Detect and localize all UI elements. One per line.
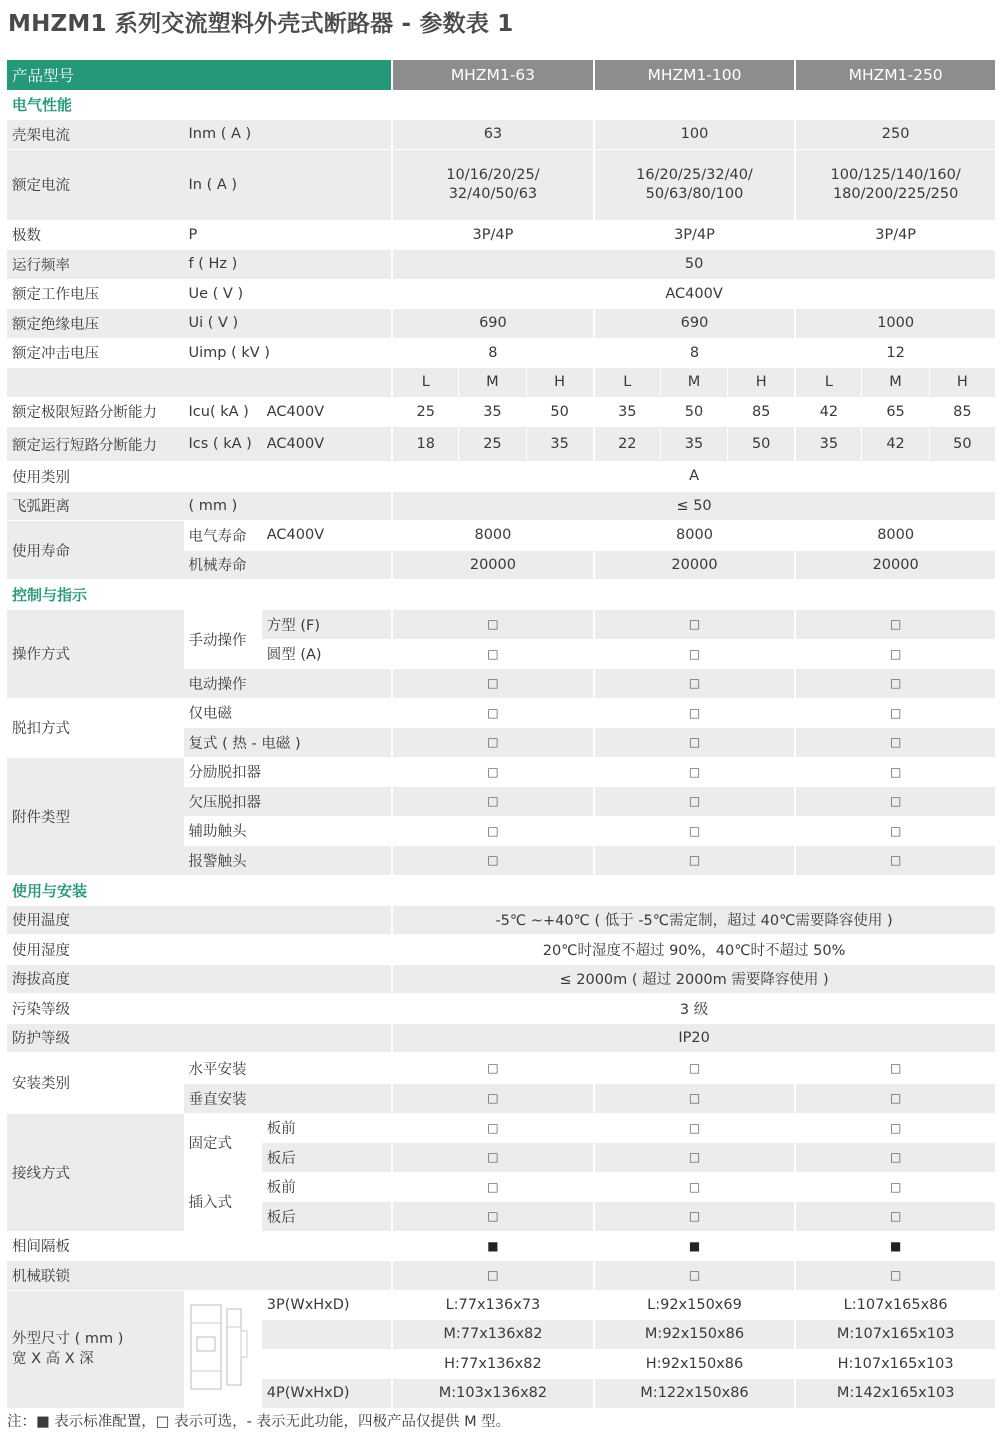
option-mark: □ <box>794 1202 995 1232</box>
header-model-100: MHZM1-100 <box>593 60 795 90</box>
standard-mark: ■ <box>391 1232 593 1262</box>
row-label: 操作方式 <box>7 610 184 699</box>
option-mark: □ <box>391 1053 593 1084</box>
row-cond: 3P(WxHxD) <box>262 1291 391 1321</box>
cell-value: 20000 <box>391 551 593 581</box>
row-cond: AC400V <box>262 398 391 428</box>
option-mark: □ <box>794 669 995 699</box>
cell-value: 16/20/25/32/40/ 50/63/80/100 <box>593 150 795 221</box>
cell-value: -5℃ ~+40℃ ( 低于 -5℃需定制，超过 40℃需要降容使用 ) <box>391 906 995 936</box>
table-row <box>7 427 995 462</box>
cell-value: A <box>391 462 995 492</box>
option-mark: □ <box>593 1202 795 1232</box>
row-label: 附件类型 <box>7 758 184 876</box>
cell-value: 50 <box>526 398 593 428</box>
row-label: 安装类别 <box>7 1053 184 1114</box>
header-model-250: MHZM1-250 <box>794 60 995 90</box>
table-row <box>7 250 995 280</box>
table-row <box>7 1261 995 1291</box>
row-cond: AC400V <box>262 521 391 551</box>
option-mark: □ <box>593 640 795 670</box>
cell-value: M:92x150x86 <box>593 1320 795 1350</box>
row-param: Ui ( V ) <box>184 309 392 339</box>
grade-cell: M <box>458 368 525 398</box>
row-label: 飞弧距离 <box>7 492 184 522</box>
option-mark: □ <box>794 1261 995 1291</box>
option-mark: □ <box>794 1143 995 1173</box>
option-mark: □ <box>794 787 995 817</box>
cell-value: 3P/4P <box>391 221 593 251</box>
row-param: ( mm ) <box>184 492 392 522</box>
row-cond: 板前 <box>262 1114 391 1144</box>
row-param: 仅电磁 <box>184 699 392 729</box>
table-row <box>7 462 995 492</box>
row-param: Ics ( kA ) <box>184 427 262 462</box>
cell-value: 20000 <box>593 551 795 581</box>
cell-value: M:77x136x82 <box>391 1320 593 1350</box>
option-mark: □ <box>794 817 995 847</box>
row-label: 使用湿度 <box>7 935 391 965</box>
row-cond: 板后 <box>262 1143 391 1173</box>
cell-value: 18 <box>391 427 458 462</box>
row-param: 欠压脱扣器 <box>184 787 392 817</box>
table-row <box>7 221 995 251</box>
row-label: 额定冲击电压 <box>7 339 184 369</box>
footnote: 注：■ 表示标准配置，□ 表示可选，- 表示无此功能，四极产品仅提供 M 型。 <box>7 1414 511 1430</box>
cell-value: M:122x150x86 <box>593 1379 795 1409</box>
row-label <box>7 1291 184 1409</box>
section-electrical: 电气性能 <box>7 90 995 120</box>
option-mark: □ <box>593 1114 795 1144</box>
option-mark: □ <box>794 1173 995 1203</box>
option-mark: □ <box>391 1261 593 1291</box>
row-param: 机械寿命 <box>184 551 262 581</box>
cell-value: 690 <box>593 309 795 339</box>
cell-value: 25 <box>391 398 458 428</box>
cell-value: 35 <box>458 398 525 428</box>
cell-value: 690 <box>391 309 593 339</box>
option-mark: □ <box>794 640 995 670</box>
cell-value: 250 <box>794 120 995 150</box>
row-param: 辅助触头 <box>184 817 392 847</box>
cell-value: 100/125/140/160/ 180/200/225/250 <box>794 150 995 221</box>
cell-value: AC400V <box>391 280 995 310</box>
table-row <box>7 1024 995 1054</box>
cell-value: 10/16/20/25/ 32/40/50/63 <box>391 150 593 221</box>
table-row <box>7 1291 995 1321</box>
table-row <box>7 610 995 640</box>
option-mark: □ <box>391 1173 593 1203</box>
option-mark: □ <box>593 758 795 788</box>
cell-value: 1000 <box>794 309 995 339</box>
table-row <box>7 280 995 310</box>
row-param: Ue ( V ) <box>184 280 392 310</box>
table-row <box>7 492 995 522</box>
cell-value: ≤ 2000m ( 超过 2000m 需要降容使用 ) <box>391 965 995 995</box>
table-row <box>7 758 995 788</box>
row-param <box>184 462 392 492</box>
cell-value: 63 <box>391 120 593 150</box>
grade-cell: L <box>391 368 458 398</box>
row-cond <box>262 1320 391 1350</box>
option-mark: □ <box>593 846 795 876</box>
cell-value: 50 <box>727 427 794 462</box>
cell-value: 35 <box>660 427 727 462</box>
row-param: 手动操作 <box>184 610 262 669</box>
row-param: 垂直安装 <box>184 1084 392 1114</box>
breaker-thumbnail <box>184 1291 262 1409</box>
row-label: 极数 <box>7 221 184 251</box>
cell-value: L:92x150x69 <box>593 1291 795 1321</box>
row-label: 相间隔板 <box>7 1232 391 1262</box>
row-label: 污染等级 <box>7 994 391 1024</box>
option-mark: □ <box>391 817 593 847</box>
option-mark: □ <box>593 699 795 729</box>
option-mark: □ <box>794 610 995 640</box>
row-param: f ( Hz ) <box>184 250 392 280</box>
cell-value: L:77x136x73 <box>391 1291 593 1321</box>
option-mark: □ <box>593 669 795 699</box>
option-mark: □ <box>391 1202 593 1232</box>
table-row <box>7 699 995 729</box>
cell-value: 65 <box>861 398 928 428</box>
row-label: 额定极限短路分断能力 <box>7 398 184 428</box>
option-mark: □ <box>593 787 795 817</box>
row-cond: 圆型 (A) <box>262 640 391 670</box>
row-label: 额定运行短路分断能力 <box>7 427 184 462</box>
cell-value: 50 <box>929 427 995 462</box>
option-mark: □ <box>593 610 795 640</box>
row-label: 防护等级 <box>7 1024 391 1054</box>
cell-value: 25 <box>458 427 525 462</box>
row-param: In ( A ) <box>184 150 392 221</box>
grade-cell: L <box>593 368 660 398</box>
option-mark: □ <box>593 1084 795 1114</box>
header-model-63: MHZM1-63 <box>391 60 593 90</box>
cell-value: 20000 <box>794 551 995 581</box>
table-row <box>7 339 995 369</box>
row-label: 额定绝缘电压 <box>7 309 184 339</box>
cell-value: L:107x165x86 <box>794 1291 995 1321</box>
table-row <box>7 398 995 428</box>
row-param: 水平安装 <box>184 1053 392 1084</box>
row-label: 机械联锁 <box>7 1261 391 1291</box>
option-mark: □ <box>391 728 593 758</box>
option-mark: □ <box>391 640 593 670</box>
row-param: 电气寿命 <box>184 521 262 551</box>
table-row <box>7 965 995 995</box>
table-row <box>7 1114 995 1144</box>
page-title: MHZM1 系列交流塑料外壳式断路器 - 参数表 1 <box>8 11 514 37</box>
cell-value: 8 <box>391 339 593 369</box>
cell-value: IP20 <box>391 1024 995 1054</box>
row-label: 接线方式 <box>7 1114 184 1232</box>
cell-value: 50 <box>660 398 727 428</box>
row-label: 海拔高度 <box>7 965 391 995</box>
row-param: Icu( kA ) <box>184 398 262 428</box>
option-mark: □ <box>593 728 795 758</box>
grade-cell: H <box>929 368 995 398</box>
option-mark: □ <box>391 699 593 729</box>
dim-label-1: 外型尺寸 ( mm ) <box>12 1331 124 1347</box>
cell-value: 22 <box>593 427 660 462</box>
table-row <box>7 120 995 150</box>
row-cond: 方型 (F) <box>262 610 391 640</box>
row-param: 插入式 <box>184 1173 262 1232</box>
option-mark: □ <box>391 758 593 788</box>
option-mark: □ <box>391 846 593 876</box>
cell-value: H:77x136x82 <box>391 1350 593 1380</box>
cell-value: 12 <box>794 339 995 369</box>
cell-value: 35 <box>794 427 861 462</box>
cell-value: 35 <box>526 427 593 462</box>
option-mark: □ <box>794 1053 995 1084</box>
table-row <box>7 1053 995 1084</box>
standard-mark: ■ <box>593 1232 795 1262</box>
cell-value: 3P/4P <box>794 221 995 251</box>
table-row <box>7 994 995 1024</box>
cell-value: 8000 <box>391 521 593 551</box>
row-cond: AC400V <box>262 427 391 462</box>
breaker-drawing-icon <box>187 1297 253 1401</box>
row-label: 额定工作电压 <box>7 280 184 310</box>
option-mark: □ <box>391 1143 593 1173</box>
grade-cell: M <box>861 368 928 398</box>
grade-cell: L <box>794 368 861 398</box>
cell-value: 42 <box>794 398 861 428</box>
cell-value: 3P/4P <box>593 221 795 251</box>
grade-cell: M <box>660 368 727 398</box>
section-install: 使用与安装 <box>7 876 995 906</box>
row-cond: 板后 <box>262 1202 391 1232</box>
cell-value: M:142x165x103 <box>794 1379 995 1409</box>
row-param: 报警触头 <box>184 846 392 876</box>
cell-value: M:107x165x103 <box>794 1320 995 1350</box>
table-row <box>7 309 995 339</box>
cell-value: 85 <box>929 398 995 428</box>
cell-value: 3 级 <box>391 994 995 1024</box>
dim-label-2: 宽 X 高 X 深 <box>12 1351 94 1367</box>
grade-row-label <box>7 368 391 398</box>
grade-cell: H <box>727 368 794 398</box>
row-label: 壳架电流 <box>7 120 184 150</box>
row-label: 运行频率 <box>7 250 184 280</box>
option-mark: □ <box>794 846 995 876</box>
option-mark: □ <box>391 1114 593 1144</box>
cell-value: M:103x136x82 <box>391 1379 593 1409</box>
option-mark: □ <box>794 699 995 729</box>
cell-value: 42 <box>861 427 928 462</box>
row-param: 电动操作 <box>184 669 392 699</box>
cell-value: 35 <box>593 398 660 428</box>
option-mark: □ <box>593 1173 795 1203</box>
table-row <box>7 1232 995 1262</box>
option-mark: □ <box>794 758 995 788</box>
option-mark: □ <box>593 1261 795 1291</box>
row-param: 分励脱扣器 <box>184 758 392 788</box>
option-mark: □ <box>593 817 795 847</box>
option-mark: □ <box>794 1084 995 1114</box>
row-param: Inm ( A ) <box>184 120 392 150</box>
cell-value: 100 <box>593 120 795 150</box>
row-label: 使用类别 <box>7 462 184 492</box>
table-row <box>7 935 995 965</box>
row-param: 固定式 <box>184 1114 262 1173</box>
row-label: 脱扣方式 <box>7 699 184 758</box>
option-mark: □ <box>391 787 593 817</box>
row-param: 复式 ( 热 - 电磁 ) <box>184 728 392 758</box>
row-label: 使用温度 <box>7 906 391 936</box>
grade-cell: H <box>526 368 593 398</box>
table-row <box>7 906 995 936</box>
section-control: 控制与指示 <box>7 580 995 610</box>
standard-mark: ■ <box>794 1232 995 1262</box>
row-param: Uimp ( kV ) <box>184 339 392 369</box>
cell-value: H:107x165x103 <box>794 1350 995 1380</box>
cell-value: 50 <box>391 250 995 280</box>
grade-row <box>7 368 995 398</box>
row-cond: 4P(WxHxD) <box>262 1379 391 1409</box>
row-cond <box>262 1350 391 1380</box>
row-cond <box>262 551 391 581</box>
option-mark: □ <box>794 1114 995 1144</box>
cell-value: 8 <box>593 339 795 369</box>
header-label: 产品型号 <box>7 60 391 90</box>
option-mark: □ <box>391 610 593 640</box>
row-param: P <box>184 221 392 251</box>
cell-value: 8000 <box>593 521 795 551</box>
header-row <box>7 60 995 90</box>
cell-value: 85 <box>727 398 794 428</box>
cell-value: 8000 <box>794 521 995 551</box>
row-cond: 板前 <box>262 1173 391 1203</box>
option-mark: □ <box>391 669 593 699</box>
option-mark: □ <box>593 1053 795 1084</box>
row-label: 使用寿命 <box>7 521 184 580</box>
option-mark: □ <box>794 728 995 758</box>
option-mark: □ <box>391 1084 593 1114</box>
cell-value: 20℃时湿度不超过 90%，40℃时不超过 50% <box>391 935 995 965</box>
table-row <box>7 521 995 551</box>
parameter-table <box>7 60 995 1409</box>
row-label: 额定电流 <box>7 150 184 221</box>
cell-value: ≤ 50 <box>391 492 995 522</box>
table-row <box>7 150 995 221</box>
option-mark: □ <box>593 1143 795 1173</box>
cell-value: H:92x150x86 <box>593 1350 795 1380</box>
